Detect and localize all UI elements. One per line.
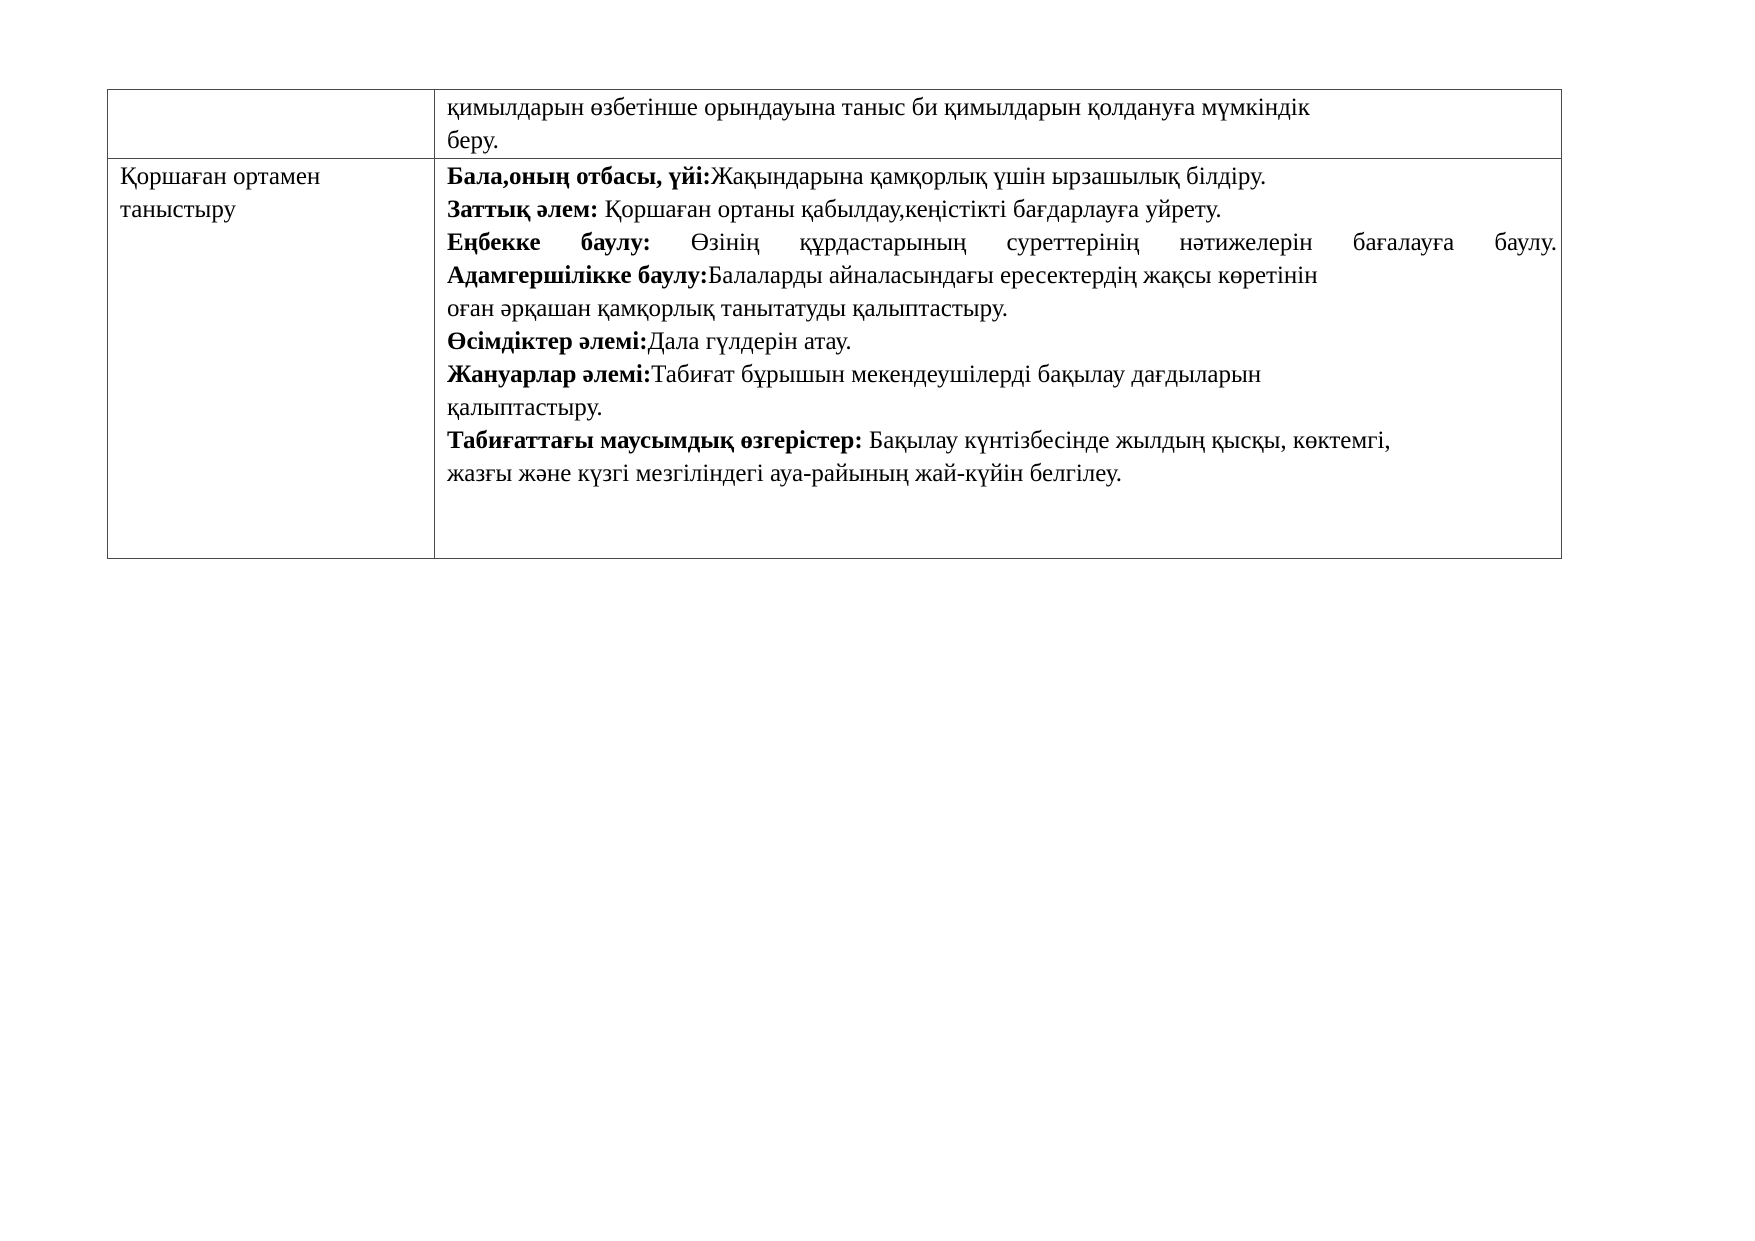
entry-morality (447, 259, 1557, 292)
section-label: таныстыру (120, 196, 236, 223)
content-cell (435, 90, 1562, 159)
entry-label: Бала,оның отбасы, үйі: (447, 163, 711, 190)
entry-animal-world (447, 358, 1557, 391)
entry-seasonal-changes-continued: жазғы және күзгі мезгіліндегі ауа-райының жай-күйін белгілеу. (447, 460, 1122, 487)
entry-labor (447, 226, 1557, 259)
entry-text: Бақылау күнтізбесінде жылдың қысқы, көктемгі, (862, 427, 1391, 454)
table-row (108, 90, 1562, 159)
content-table (107, 89, 1562, 559)
entry-text: Балаларды айналасындағы ересектердің жақсы көретінін (707, 262, 1318, 289)
entry-label: Табиғаттағы маусымдық өзгерістер: (447, 427, 863, 454)
section-cell-empty (108, 90, 435, 159)
entry-text: Табиғат бұрышын мекендеушілерді бақылау дағдыларын (651, 361, 1262, 388)
content-cell (435, 159, 1562, 559)
entry-text: Дала гүлдерін атау. (647, 328, 852, 355)
entry-label: Заттық әлем: (447, 196, 599, 223)
entry-object-world (447, 193, 1557, 226)
entry-animal-world-continued: қалыптастыру. (447, 394, 603, 421)
text-line: қимылдарын өзбетінше орындауына таныс би қимылдарын қолдануға мүмкіндік (447, 94, 1310, 121)
entry-label: Еңбекке баулу: (447, 229, 651, 256)
entry-text: Өзінің құрдастарының суреттерінің нәтижелерін бағалауға баулу. (650, 229, 1557, 256)
entry-morality-continued: оған әрқашан қамқорлық танытатуды қалыптастыру. (447, 295, 1008, 322)
entry-label: Өсімдіктер әлемі: (447, 328, 648, 355)
entry-text: Қоршаған ортаны қабылдау,кеңістікті бағдарлауға уйрету. (598, 196, 1222, 223)
entry-text: Жақындарына қамқорлық үшін ырзашылық білдіру. (710, 163, 1267, 190)
entry-family-home (447, 160, 1557, 193)
text-line: беру. (447, 127, 499, 154)
entry-plant-world (447, 325, 1557, 358)
section-cell (108, 159, 435, 559)
entry-seasonal-changes (447, 424, 1557, 457)
section-label: Қоршаған ортамен (120, 163, 321, 190)
entry-label: Жануарлар әлемі: (447, 361, 652, 388)
table-row (108, 159, 1562, 559)
entry-label: Адамгершілікке баулу: (447, 262, 708, 289)
